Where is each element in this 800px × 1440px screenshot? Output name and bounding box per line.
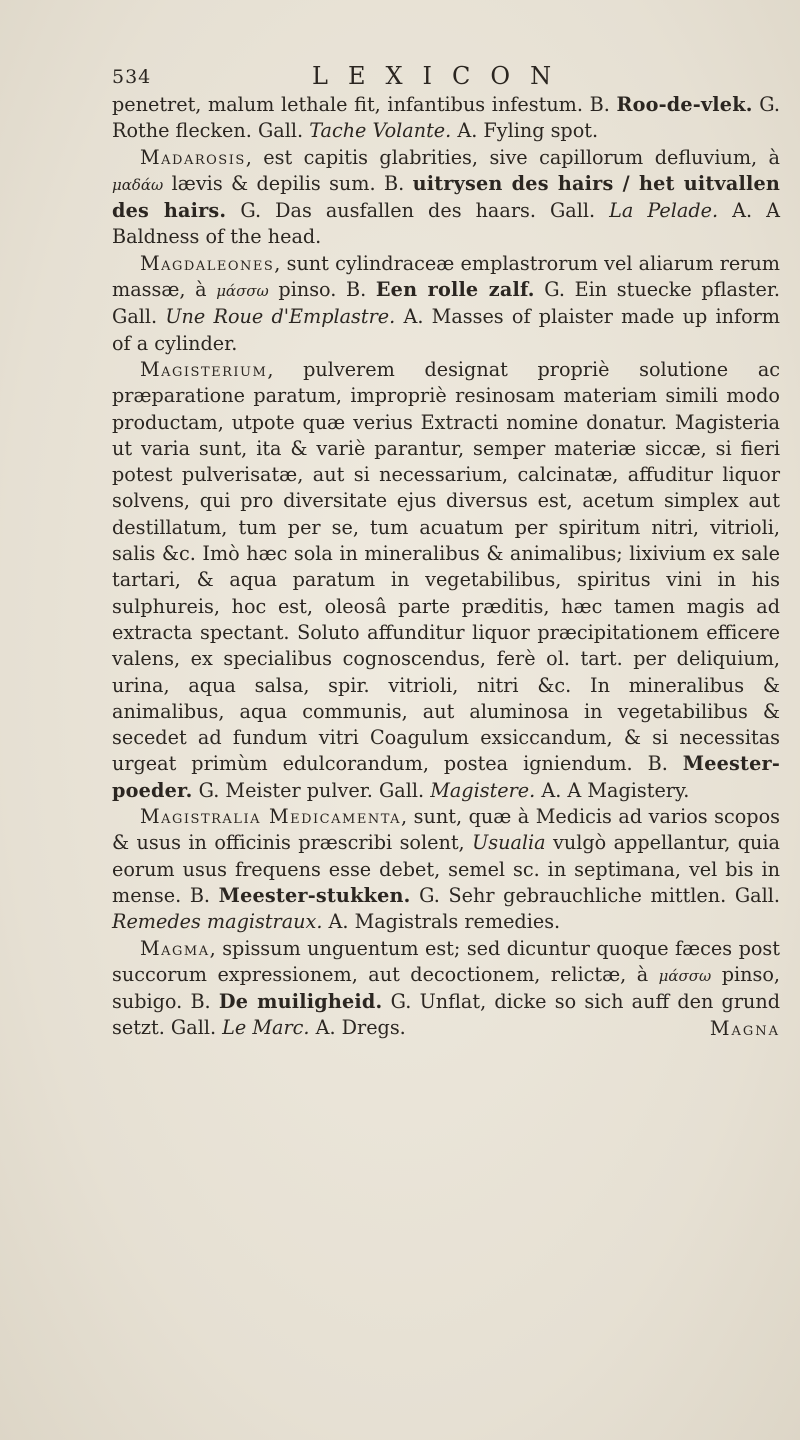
entry-text: G. Unflat, dicke so sich auff den grund setzt. Gall. [112, 990, 781, 1040]
dictionary-entry [112, 145, 780, 251]
entry-text: pinso. B. [268, 278, 376, 302]
dictionary-entry [112, 92, 780, 145]
italic-term: Tache Volante. [309, 119, 452, 143]
dictionary-entry [112, 804, 780, 935]
entry-text: , sunt cylindraceæ emplastrorum vel aliarum rerum massæ, à [112, 251, 780, 302]
entry-text: A. Fyling spot. [451, 119, 599, 143]
italic-term: Magistere. [430, 778, 536, 802]
entry-text: , pulverem designat propriè solutione ac præparatione paratum, impropriè resinosam materiam simili modo productam, utpote quæ verius Extracti nomine donatur. Magisteria ut varia sunt, ita & variè parantur, semper materiæ siccæ, si fieri potest pulverisatæ, aut si necessarium, calcinatæ, affuditur liquor solvens, qui pro diversitate ejus diversus est, acetum simplex aut destillatum, tum per se, tum acuatum per spiritum nitri, vitrioli, salis &c. Imò hæc sola in mineralibus & animalibus; lixivium ex sale tartari, & aqua paratum in vegetabilibus, spiritus vini in his sulphureis, hoc est, oleosâ parte præditis, hæc tamen magis ad extracta spectant. Soluto affunditur liquor præcipitationem efficere valens, ex specialibus cognoscendus, ferè ol. tart. per deliquium, urina, aqua salsa, spir. vitrioli, nitri &c. In mineralibus & animalibus, aqua communis, aut aluminosa in vegetabilibus & secedet ad fundum vitri Coagulum exsiccandum, & si necessitas urgeat primùm edulcorandum, postea igniendum. B. [112, 357, 780, 776]
entry-text: A. Masses of plaister made up inform of a cylinder. [112, 305, 780, 355]
entry-text: A. A Magistery. [535, 778, 690, 802]
italic-term: La Pelade. [609, 199, 719, 223]
italic-term: Le Marc. [222, 1016, 310, 1040]
entry-text: G. Meister pulver. Gall. [192, 778, 431, 802]
entry-headword: Magdaleones [140, 251, 275, 275]
entry-text: G. Sehr gebrauchliche mittlen. Gall. [410, 883, 780, 907]
dutch-translation: Een rolle zalf. [375, 278, 535, 302]
entry-text: A. Dregs. [309, 1016, 406, 1040]
entry-text: G. Ein stuecke pflaster. Gall. [112, 278, 781, 329]
entry-text: , est capitis glabrities, sive capillorum defluvium, à [245, 145, 780, 169]
greek-word: μαδάω [112, 175, 164, 194]
italic-term: Usualia [472, 831, 546, 855]
entry-headword: Magisterium [140, 357, 268, 381]
entry-headword: Magistralia Medicamenta [140, 805, 402, 829]
greek-word: μάσσω [658, 966, 712, 985]
entry-text: G. Das ausfallen des haars. Gall. [226, 199, 610, 223]
dutch-translation: uitrysen des hairs / het uitvallen des hairs. [112, 171, 781, 223]
entry-text: vulgò appellantur, quia eorum usus frequens esse debet, semel sc. in septimana, vel bis in mense. B. [112, 831, 780, 907]
entry-text: pinso, subigo. B. [112, 962, 781, 1014]
dutch-translation: Meester-stukken. [218, 883, 411, 907]
dutch-translation: Meester-poeder. [112, 752, 780, 802]
page-header [112, 62, 712, 96]
entry-list [112, 92, 780, 1042]
entry-text: lævis & depilis sum. B. [163, 171, 413, 195]
entry-headword: Magma [140, 936, 210, 960]
running-head: LEXICON [312, 62, 572, 90]
lexicon-text [112, 92, 780, 1042]
catchword: Magna [709, 1016, 780, 1040]
italic-term: Une Roue d'Emplastre. [165, 305, 396, 329]
dutch-translation: De muiligheid. [218, 990, 383, 1014]
entry-headword: Madarosis [140, 145, 246, 169]
entry-text: G. Rothe flecken. Gall. [112, 93, 780, 143]
entry-text: , spissum unguentum est; sed dicuntur quoque fæces post succorum expressionem, aut decoctionem, relictæ, à [112, 936, 780, 986]
entry-text: A. A Baldness of the head. [112, 199, 780, 249]
greek-word: μάσσω [216, 282, 269, 301]
dictionary-entry [112, 357, 780, 804]
page-number: 534 [112, 66, 152, 88]
entry-text: penetret, malum lethale fit, infantibus infestum. B. [112, 93, 617, 116]
dictionary-entry [112, 251, 780, 357]
dutch-translation: Roo-de-vlek. [616, 93, 753, 116]
entry-text: , sunt, quæ à Medicis ad varios scopos & usus in officinis præscribi solent, [112, 805, 780, 855]
entry-text: A. Magistrals remedies. [322, 910, 561, 934]
italic-term: Remedes magistraux. [112, 910, 323, 934]
